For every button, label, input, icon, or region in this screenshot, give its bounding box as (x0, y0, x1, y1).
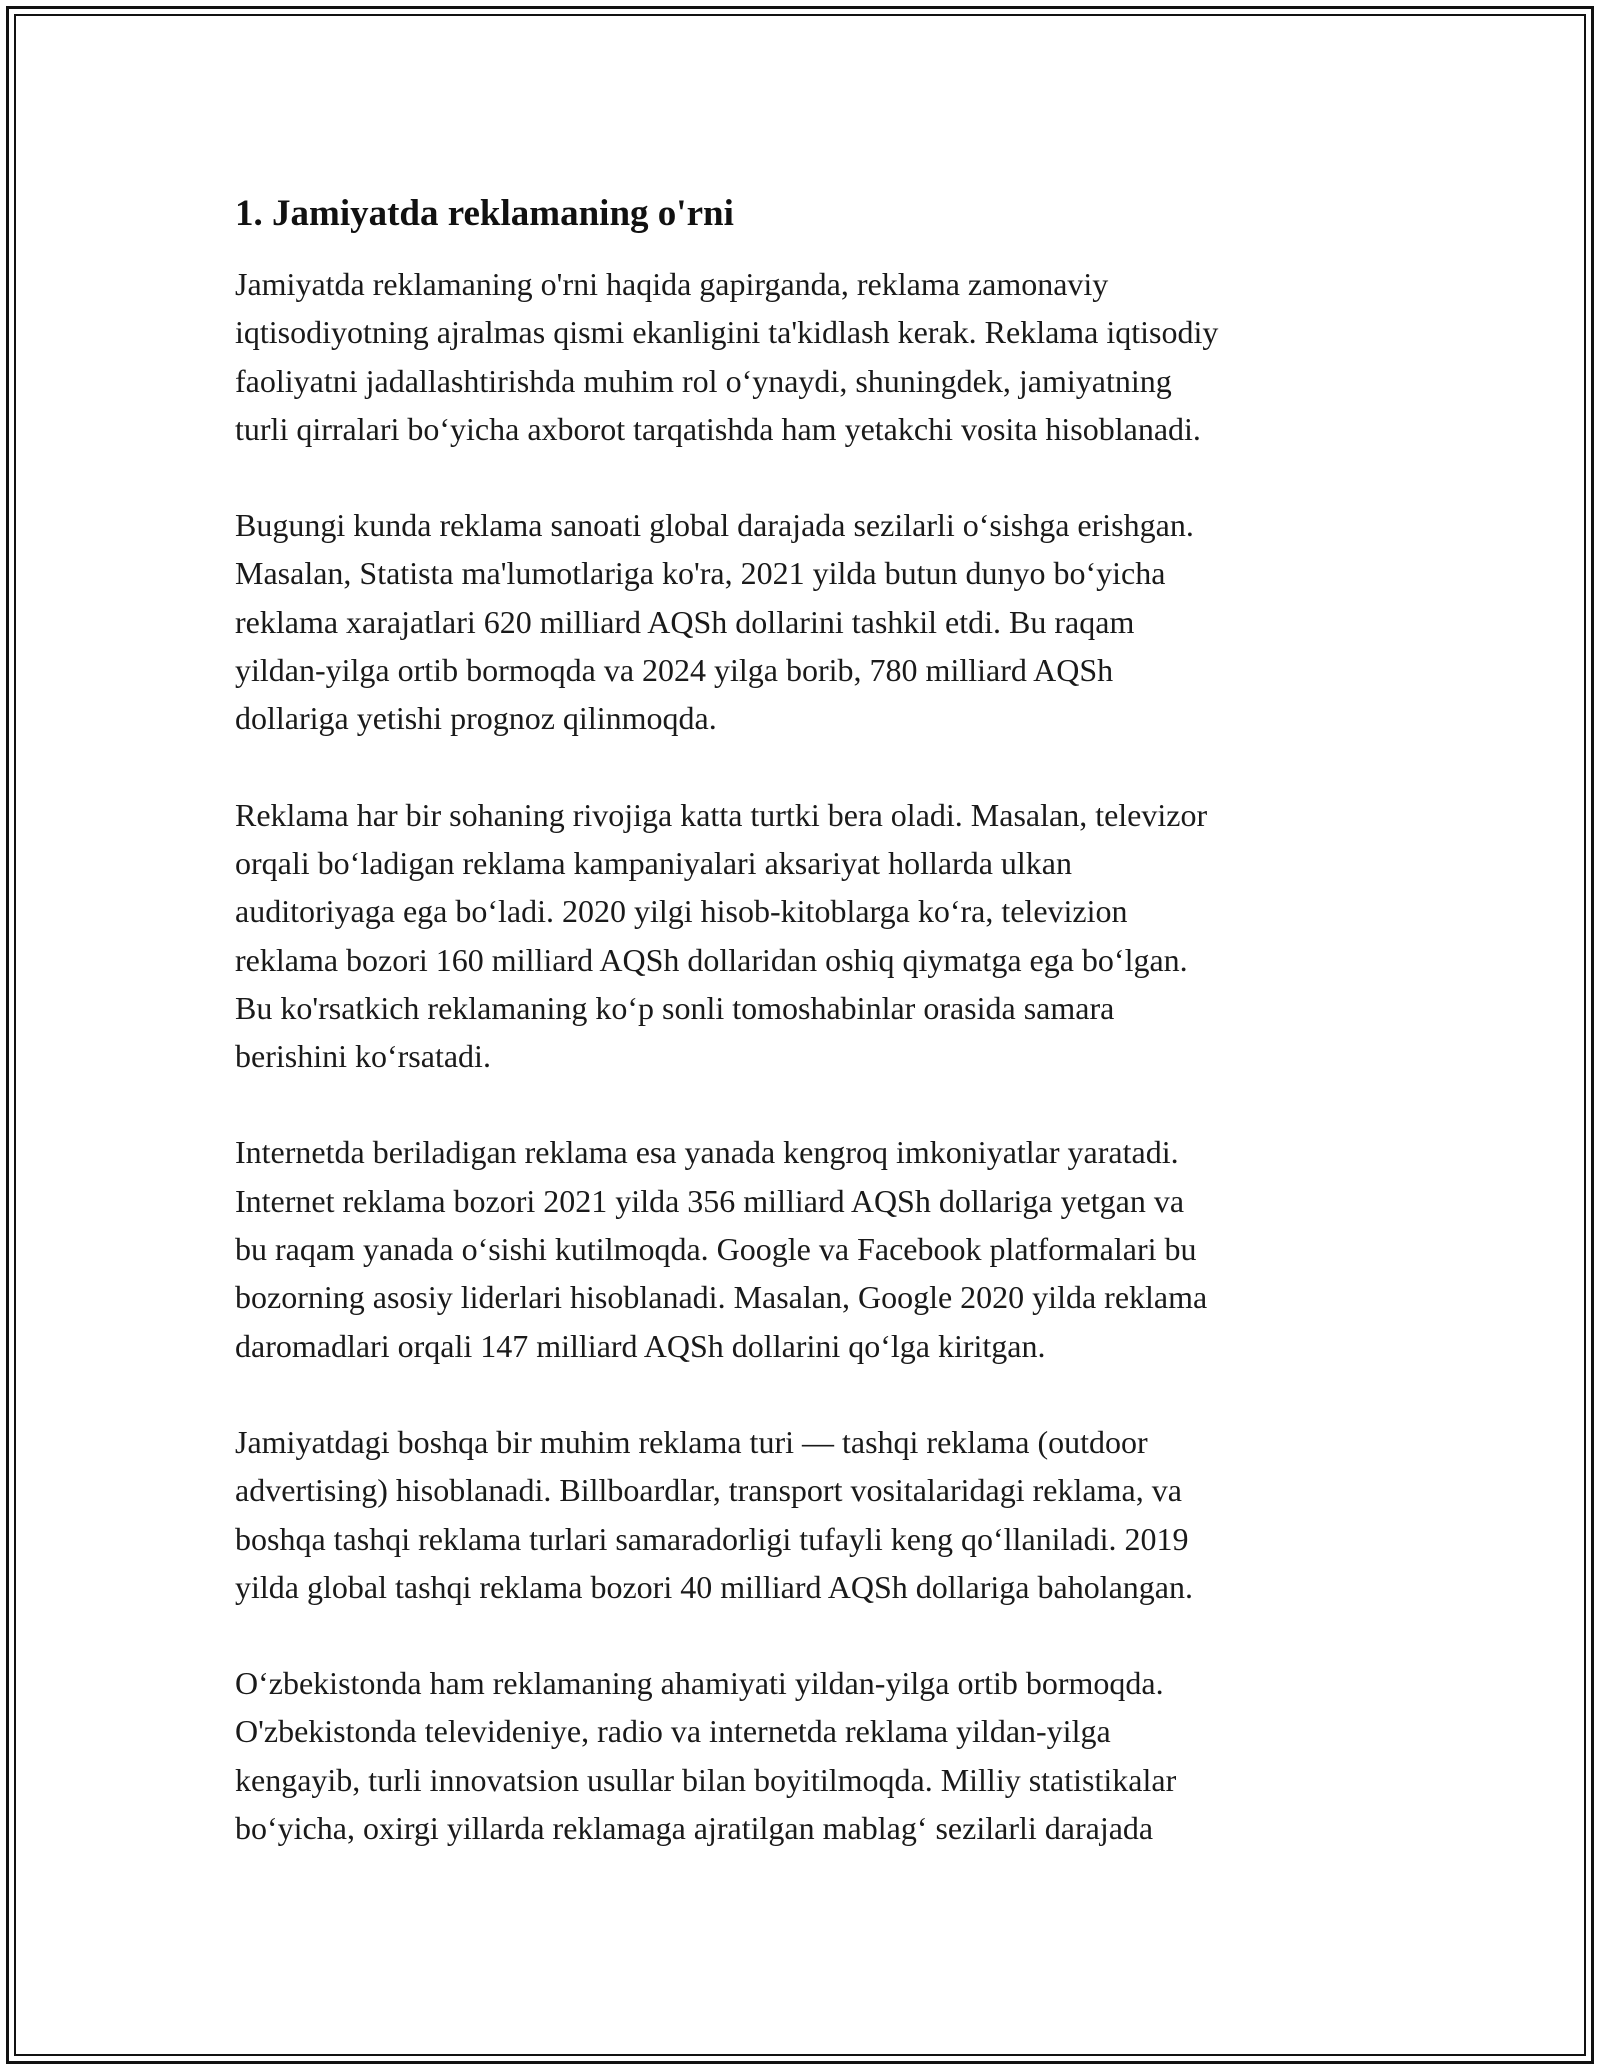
paragraph-line: dollariga yetishi prognoz qilinmoqda. (235, 700, 717, 737)
paragraph-line: boshqa tashqi reklama turlari samaradorligi tufayli keng qoʻllaniladi. 2019 (235, 1520, 1189, 1557)
paragraph-line: bozorning asosiy liderlari hisoblanadi. Masalan, Google 2020 yilda reklama (235, 1279, 1208, 1316)
paragraph-line: Bugungi kunda reklama sanoati global darajada sezilarli oʻsishga erishgan. (235, 507, 1194, 544)
paragraph-line: auditoriyaga ega boʻladi. 2020 yilgi hisob-kitoblarga koʻra, televizion (235, 893, 1128, 930)
paragraph-line: bu raqam yanada oʻsishi kutilmoqda. Google va Facebook platformalari bu (235, 1231, 1197, 1268)
paragraph-line: daromadlari orqali 147 milliard AQSh dollarini qoʻlga kiritgan. (235, 1327, 1046, 1364)
paragraph-line: yildan-yilga ortib bormoqda va 2024 yilga borib, 780 milliard AQSh (235, 652, 1114, 689)
paragraph-line: Oʻzbekistonda ham reklamaning ahamiyati yildan-yilga ortib bormoqda. (235, 1665, 1164, 1702)
paragraph-6 (235, 1659, 1375, 1852)
document-body (235, 188, 1375, 1900)
paragraph-line: faoliyatni jadallashtirishda muhim rol oʻynaydi, shuningdek, jamiyatning (235, 362, 1172, 399)
paragraph-line: Jamiyatda reklamaning o'rni haqida gapirganda, reklama zamonaviy (235, 266, 1109, 302)
paragraph-2 (235, 501, 1375, 742)
paragraph-line: Internet reklama bozori 2021 yilda 356 milliard AQSh dollariga yetgan va (235, 1182, 1185, 1219)
paragraph-line: turli qirralari boʻyicha axborot tarqatishda ham yetakchi vosita hisoblanadi. (235, 410, 1201, 447)
paragraph-3 (235, 791, 1375, 1081)
section-heading: 1. Jamiyatda reklamaning o'rni (235, 193, 734, 234)
paragraph-line: berishini koʻrsatadi. (235, 1038, 491, 1075)
paragraph-line: yilda global tashqi reklama bozori 40 milliard AQSh dollariga baholangan. (235, 1568, 1193, 1605)
paragraph-line: kengayib, turli innovatsion usullar bilan boyitilmoqda. Milliy statistikalar (235, 1761, 1177, 1798)
paragraph-line: orqali boʻladigan reklama kampaniyalari aksariyat hollarda ulkan (235, 844, 1072, 881)
paragraph-4 (235, 1128, 1375, 1369)
paragraph-line: Reklama har bir sohaning rivojiga katta turtki bera oladi. Masalan, televizor (235, 796, 1208, 833)
paragraph-line: advertising) hisoblanadi. Billboardlar, transport vositalaridagi reklama, va (235, 1472, 1182, 1509)
paragraph-line: boʻyicha, oxirgi yillarda reklamaga ajratilgan mablagʻ sezilarli darajada (235, 1810, 1154, 1847)
paragraph-line: reklama xarajatlari 620 milliard AQSh dollarini tashkil etdi. Bu raqam (235, 603, 1135, 640)
paragraph-line: iqtisodiyotning ajralmas qismi ekanligini ta'kidlash kerak. Reklama iqtisodiy (235, 314, 1219, 351)
paragraph-1 (235, 260, 1375, 453)
paragraph-line: Bu ko'rsatkich reklamaning koʻp sonli tomoshabinlar orasida samara (235, 989, 1115, 1026)
paragraph-line: Masalan, Statista ma'lumotlariga ko'ra, 2021 yilda butun dunyo boʻyicha (235, 555, 1166, 592)
paragraph-line: O'zbekistonda televideniye, radio va internetda reklama yildan-yilga (235, 1713, 1111, 1750)
paragraph-line: Jamiyatdagi boshqa bir muhim reklama turi — tashqi reklama (outdoor (235, 1423, 1148, 1460)
paragraph-5 (235, 1418, 1375, 1611)
paragraph-line: reklama bozori 160 milliard AQSh dollaridan oshiq qiymatga ega boʻlgan. (235, 941, 1188, 978)
paragraph-line: Internetda beriladigan reklama esa yanada kengroq imkoniyatlar yaratadi. (235, 1134, 1179, 1171)
